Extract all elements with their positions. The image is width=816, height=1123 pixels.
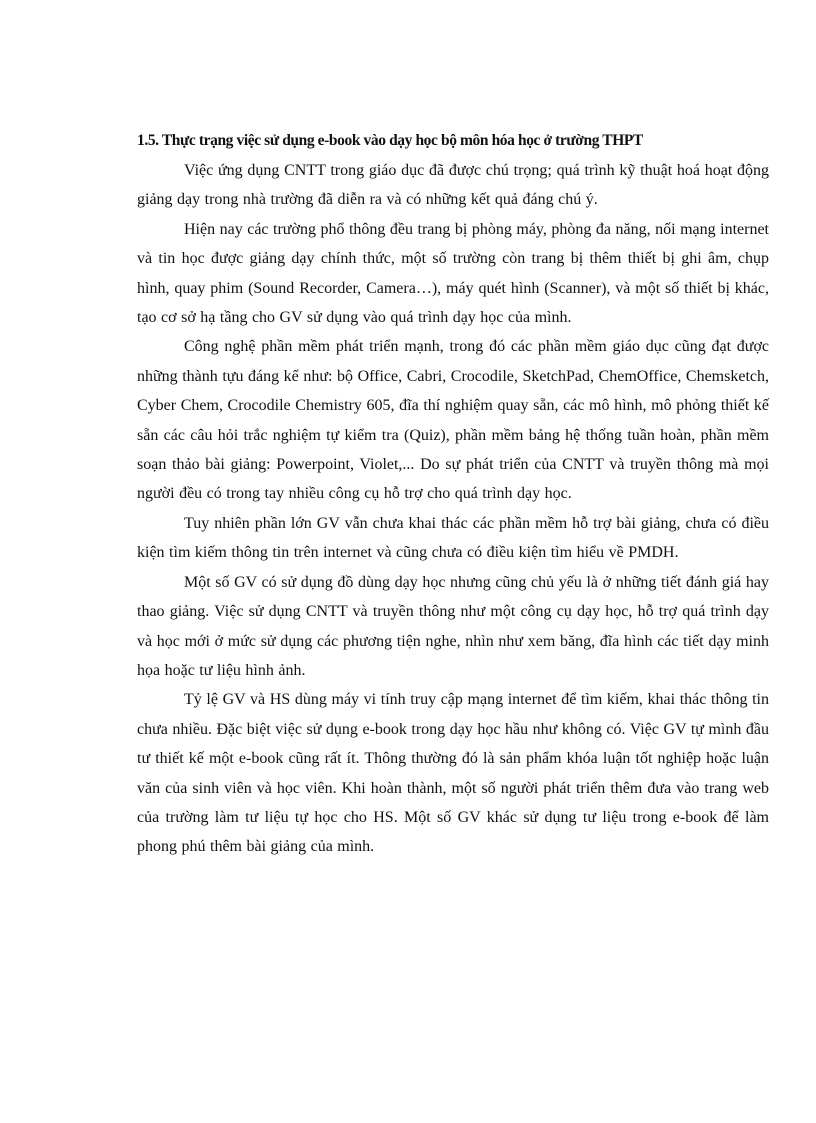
paragraph-teachers-not-exploiting: Tuy nhiên phần lớn GV vẫn chưa khai thác các phần mềm hỗ trợ bài giảng, chưa có điều kiện tìm kiếm thông tin trên internet và cũng chưa có điều kiện tìm hiểu về PMDH.	[137, 514, 769, 562]
paragraph-school-equipment: Hiện nay các trường phổ thông đều trang bị phòng máy, phòng đa năng, nối mạng internet và tin học được giảng dạy chính thức, một số trường còn trang bị thêm thiết bị ghi âm, chụp hình, quay phim (Sound Recorder, Camera…), máy quét hình (Scanner), và một số thiết bị khác, tạo cơ sở hạ tầng cho GV sử dụng vào quá trình dạy học của mình.	[137, 220, 769, 327]
paragraph-teaching-aids-usage: Một số GV có sử dụng đồ dùng dạy học nhưng cũng chủ yếu là ở những tiết đánh giá hay thao giảng. Việc sử dụng CNTT và truyền thông như một công cụ dạy học, hỗ trợ quá trình dạy và học mới ở mức sử dụng các phương tiện nghe, nhìn như xem băng, đĩa hình các tiết dạy minh họa hoặc tư liệu hình ảnh.	[137, 573, 769, 679]
paragraph-educational-software: Công nghệ phần mềm phát triển mạnh, trong đó các phần mềm giáo dục cũng đạt được những thành tựu đáng kể như: bộ Office, Cabri, Crocodile, SketchPad, ChemOffice, Chemsketch, Cyber Chem, Crocodile Chemistry 605, đĩa thí nghiệm quay sẵn, các mô hình, mô phỏng thiết kế sẵn các câu hỏi trắc nghiệm tự kiểm tra (Quiz), phần mềm bảng hệ thống tuần hoàn, phần mềm soạn thảo bài giảng: Powerpoint, Violet,... Do sự phát triển của CNTT và truyền thông mà mọi người đều có trong tay nhiều công cụ hỗ trợ cho quá trình dạy học.	[137, 338, 769, 503]
document-page	[137, 127, 769, 862]
section-heading: 1.5. Thực trạng việc sử dụng e-book vào dạy học bộ môn hóa học ở trường THPT	[137, 132, 643, 149]
paragraph-ebook-usage-rate: Tỷ lệ GV và HS dùng máy vi tính truy cập mạng internet để tìm kiếm, khai thác thông tin chưa nhiều. Đặc biệt việc sử dụng e-book trong dạy học hầu như không có. Việc GV tự mình đầu tư thiết kế một e-book cũng rất ít. Thông thường đó là sản phẩm khóa luận tốt nghiệp hoặc luận văn của sinh viên và học viên. Khi hoàn thành, một số người phát triển thêm đưa vào trang web của trường làm tư liệu tự học cho HS. Một số GV khác sử dụng tư liệu trong e-book để làm phong phú thêm bài giảng của mình.	[137, 691, 769, 856]
paragraph-ict-in-education: Việc ứng dụng CNTT trong giáo dục đã được chú trọng; quá trình kỹ thuật hoá hoạt động giảng dạy trong nhà trường đã diễn ra và có những kết quả đáng chú ý.	[137, 162, 769, 209]
